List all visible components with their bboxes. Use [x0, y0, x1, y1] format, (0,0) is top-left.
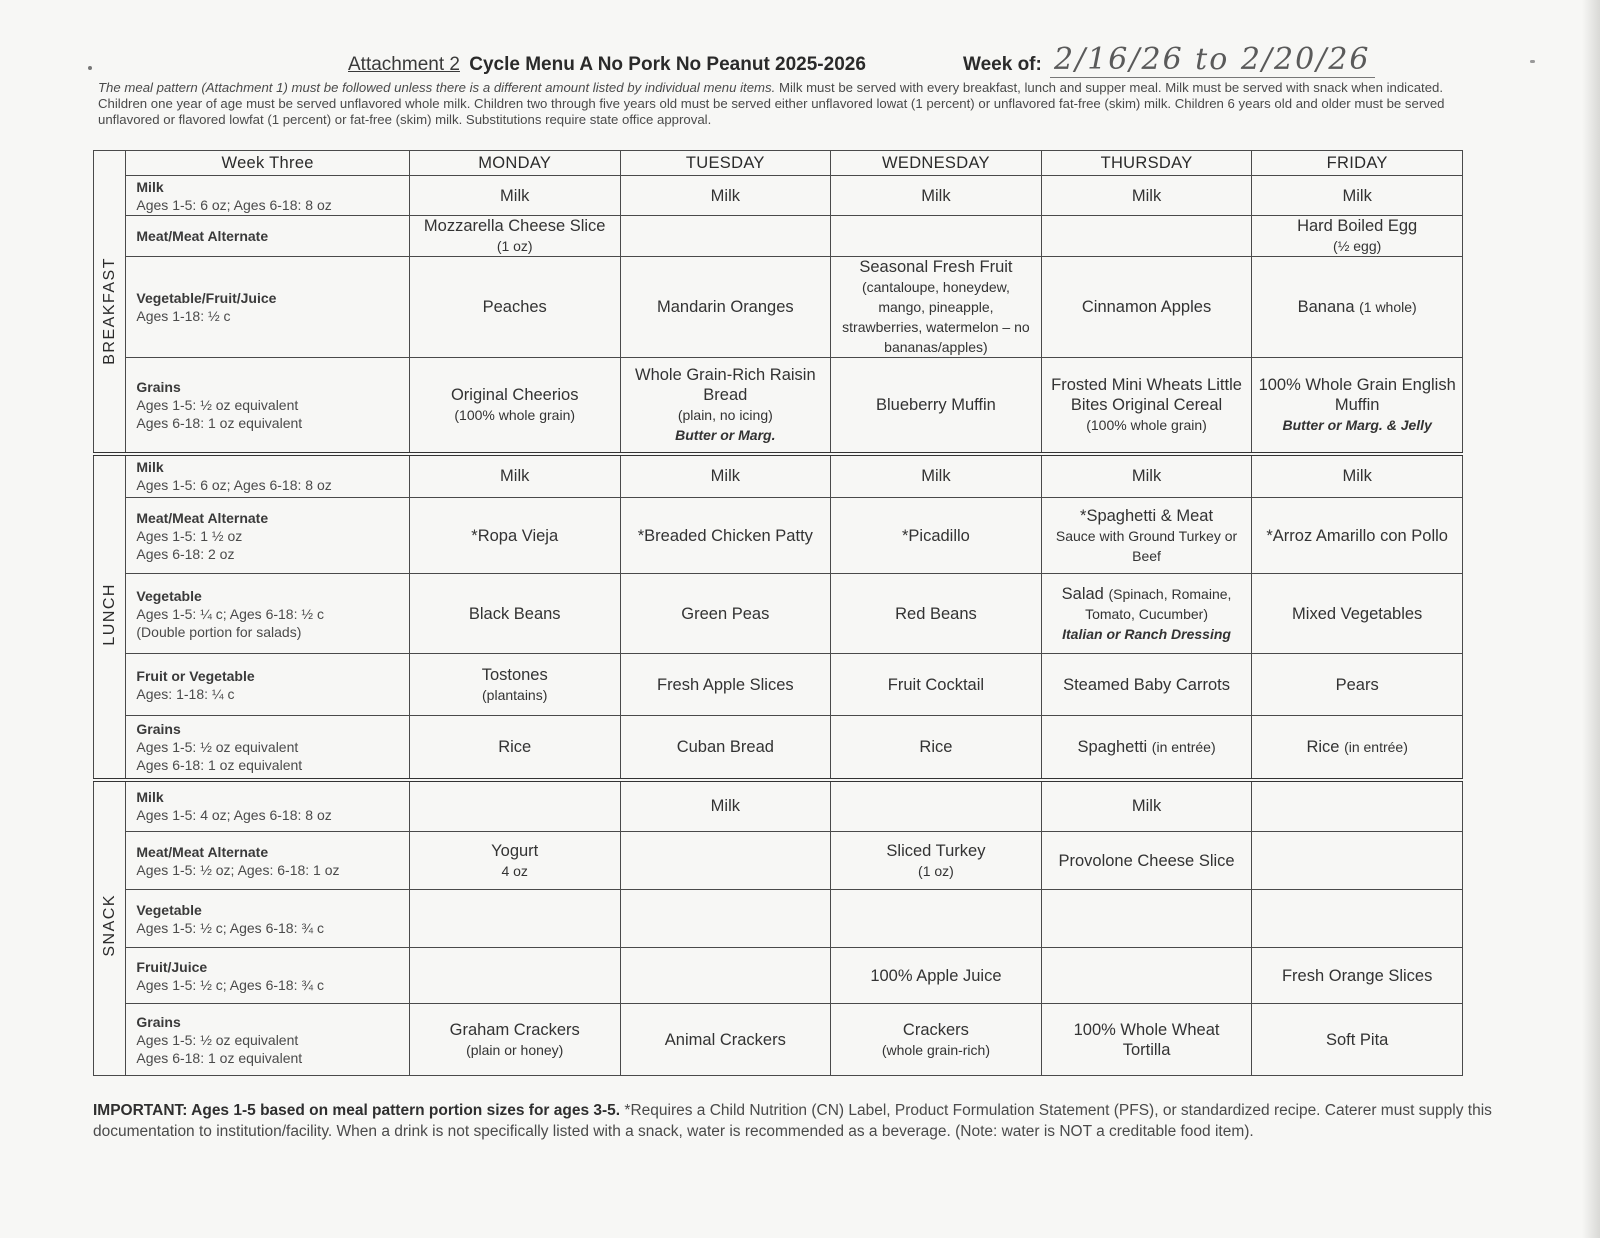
- page-edge-shadow: [1582, 0, 1600, 1238]
- menu-item: Rice: [409, 716, 620, 780]
- menu-item: 100% Whole Wheat Tortilla: [1041, 1004, 1252, 1076]
- requirement-cell: Meat/Meat Alternate Ages 1-5: ½ oz; Ages: 6-18: 1 oz: [126, 832, 410, 890]
- requirement-cell: Milk Ages 1-5: 4 oz; Ages 6-18: 8 oz: [126, 780, 410, 832]
- menu-item: Black Beans: [409, 574, 620, 654]
- menu-item: Milk: [1041, 780, 1252, 832]
- menu-item: Peaches: [409, 257, 620, 358]
- week-of-handwritten: 2/16/26 to 2/20/26: [1050, 42, 1375, 78]
- menu-item: Fresh Orange Slices: [1252, 948, 1463, 1004]
- menu-item: 100% Whole Grain English Muffin Butter or Marg. & Jelly: [1252, 358, 1463, 454]
- menu-item: Animal Crackers: [620, 1004, 831, 1076]
- requirement-cell: Grains Ages 1-5: ½ oz equivalent Ages 6-18: 1 oz equivalent: [126, 1004, 410, 1076]
- menu-table: [93, 150, 1463, 1076]
- table-row: [94, 780, 1463, 832]
- menu-item: Graham Crackers (plain or honey): [409, 1004, 620, 1076]
- section-lunch: LUNCH: [94, 454, 126, 780]
- menu-item-empty: [409, 780, 620, 832]
- menu-item-empty: [409, 948, 620, 1004]
- menu-item: Milk: [409, 176, 620, 216]
- menu-item: Soft Pita: [1252, 1004, 1463, 1076]
- table-row: [94, 358, 1463, 454]
- requirement-cell: Fruit/Juice Ages 1-5: ½ c; Ages 6-18: ¾ c: [126, 948, 410, 1004]
- menu-item: Milk: [831, 176, 1042, 216]
- day-header: THURSDAY: [1041, 151, 1252, 176]
- day-header: FRIDAY: [1252, 151, 1463, 176]
- menu-item: Blueberry Muffin: [831, 358, 1042, 454]
- footer-text: *Requires a Child Nutrition (CN) Label, Product Formulation Statement (PFS), or standardized recipe. Caterer must supply this documentation to institution/facility. When a drink is not specifically listed with a snack, water is recommended as a beverage. (Note: water is NOT a creditable food item).: [93, 1102, 1492, 1140]
- requirement-cell: Vegetable/Fruit/Juice Ages 1-18: ½ c: [126, 257, 410, 358]
- menu-item: *Spaghetti & Meat Sauce with Ground Turkey or Beef: [1041, 498, 1252, 574]
- requirement-cell: Meat/Meat Alternate: [126, 216, 410, 257]
- menu-item-empty: [1252, 780, 1463, 832]
- table-row: [94, 1004, 1463, 1076]
- footer-important: IMPORTANT: Ages 1-5 based on meal pattern portion sizes for ages 3-5.: [93, 1102, 621, 1119]
- menu-item-empty: [409, 890, 620, 948]
- menu-item-empty: [831, 890, 1042, 948]
- section-breakfast: BREAKFAST: [94, 176, 126, 454]
- menu-name: Cycle Menu A No Pork No Peanut 2025-2026: [469, 54, 866, 75]
- menu-item: Spaghetti (in entrée): [1041, 716, 1252, 780]
- menu-item: Steamed Baby Carrots: [1041, 654, 1252, 716]
- menu-item-empty: [1252, 890, 1463, 948]
- menu-item: *Ropa Vieja: [409, 498, 620, 574]
- table-row: [94, 654, 1463, 716]
- menu-item-empty: [831, 216, 1042, 257]
- menu-item: Seasonal Fresh Fruit (cantaloupe, honeydew, mango, pineapple, strawberries, watermelon – no bananas/apples): [831, 257, 1042, 358]
- table-row: [94, 832, 1463, 890]
- week-label: Week Three: [126, 151, 410, 176]
- menu-item-empty: [1041, 216, 1252, 257]
- menu-item: Red Beans: [831, 574, 1042, 654]
- footer-note: [93, 1100, 1493, 1142]
- menu-item: Fresh Apple Slices: [620, 654, 831, 716]
- week-of-label: Week of:: [963, 54, 1042, 75]
- table-row: [94, 257, 1463, 358]
- section-snack: SNACK: [94, 780, 126, 1076]
- menu-item: Salad (Spinach, Romaine, Tomato, Cucumber) Italian or Ranch Dressing: [1041, 574, 1252, 654]
- menu-item: Rice (in entrée): [1252, 716, 1463, 780]
- menu-item: Milk: [409, 454, 620, 498]
- menu-item: *Picadillo: [831, 498, 1042, 574]
- requirement-cell: Milk Ages 1-5: 6 oz; Ages 6-18: 8 oz: [126, 176, 410, 216]
- section-spacer: [94, 151, 126, 176]
- menu-item: Pears: [1252, 654, 1463, 716]
- day-header: TUESDAY: [620, 151, 831, 176]
- requirement-cell: Fruit or Vegetable Ages: 1-18: ¼ c: [126, 654, 410, 716]
- requirement-cell: Grains Ages 1-5: ½ oz equivalent Ages 6-18: 1 oz equivalent: [126, 358, 410, 454]
- menu-item-empty: [620, 890, 831, 948]
- menu-item: *Arroz Amarillo con Pollo: [1252, 498, 1463, 574]
- table-row: [94, 574, 1463, 654]
- table-row: [94, 948, 1463, 1004]
- requirement-cell: Meat/Meat Alternate Ages 1-5: 1 ½ oz Ages 6-18: 2 oz: [126, 498, 410, 574]
- menu-item: Banana (1 whole): [1252, 257, 1463, 358]
- intro-paragraph: [98, 80, 1488, 128]
- menu-item-empty: [620, 216, 831, 257]
- menu-item: Provolone Cheese Slice: [1041, 832, 1252, 890]
- menu-item: 100% Apple Juice: [831, 948, 1042, 1004]
- menu-item: Milk: [1252, 176, 1463, 216]
- menu-item: Milk: [620, 454, 831, 498]
- menu-item: Frosted Mini Wheats Little Bites Original Cereal (100% whole grain): [1041, 358, 1252, 454]
- menu-item: Cuban Bread: [620, 716, 831, 780]
- menu-item-empty: [620, 948, 831, 1004]
- menu-item-empty: [1041, 890, 1252, 948]
- menu-item-empty: [620, 832, 831, 890]
- menu-item: *Breaded Chicken Patty: [620, 498, 831, 574]
- menu-item: Fruit Cocktail: [831, 654, 1042, 716]
- table-row: [94, 176, 1463, 216]
- menu-item: Whole Grain-Rich Raisin Bread (plain, no icing) Butter or Marg.: [620, 358, 831, 454]
- menu-item: Cinnamon Apples: [1041, 257, 1252, 358]
- day-header: WEDNESDAY: [831, 151, 1042, 176]
- menu-item: Milk: [1041, 176, 1252, 216]
- table-row: [94, 454, 1463, 498]
- intro-text: Milk must be served with every breakfast, lunch and supper meal. Milk must be served with snack when indicated. Children one year of age must be served unflavored whole milk. Children two through five years old must be served either unflavored lowat (1 percent) or unflavored fat-free (skim) milk. Children 6 years old and older must be served unflavored or flavored lowfat (1 percent) or fat-free (skim) milk. Substitutions require state office approval.: [98, 80, 1445, 127]
- menu-item: Milk: [831, 454, 1042, 498]
- table-row: [94, 498, 1463, 574]
- day-header: MONDAY: [409, 151, 620, 176]
- menu-item: Mandarin Oranges: [620, 257, 831, 358]
- requirement-cell: Vegetable Ages 1-5: ½ c; Ages 6-18: ¾ c: [126, 890, 410, 948]
- menu-item: Rice: [831, 716, 1042, 780]
- menu-item: Hard Boiled Egg (½ egg): [1252, 216, 1463, 257]
- menu-item: Yogurt 4 oz: [409, 832, 620, 890]
- menu-item: Crackers (whole grain-rich): [831, 1004, 1042, 1076]
- intro-italic: The meal pattern (Attachment 1) must be followed unless there is a different amount listed by individual menu items.: [98, 80, 776, 95]
- requirement-cell: Vegetable Ages 1-5: ¼ c; Ages 6-18: ½ c (Double portion for salads): [126, 574, 410, 654]
- menu-item-empty: [1041, 948, 1252, 1004]
- menu-item: Milk: [1252, 454, 1463, 498]
- menu-item: Sliced Turkey (1 oz): [831, 832, 1042, 890]
- menu-item: Mozzarella Cheese Slice (1 oz): [409, 216, 620, 257]
- menu-item: Milk: [620, 780, 831, 832]
- menu-item: Milk: [1041, 454, 1252, 498]
- menu-item-empty: [831, 780, 1042, 832]
- requirement-cell: Milk Ages 1-5: 6 oz; Ages 6-18: 8 oz: [126, 454, 410, 498]
- document-title: [348, 54, 866, 76]
- table-row: [94, 716, 1463, 780]
- table-row: [94, 890, 1463, 948]
- menu-item: Green Peas: [620, 574, 831, 654]
- attachment-label: Attachment 2: [348, 54, 460, 75]
- menu-item: Mixed Vegetables: [1252, 574, 1463, 654]
- menu-item-empty: [1252, 832, 1463, 890]
- menu-item: Milk: [620, 176, 831, 216]
- menu-item: Tostones (plantains): [409, 654, 620, 716]
- table-row: [94, 216, 1463, 257]
- menu-item: Original Cheerios (100% whole grain): [409, 358, 620, 454]
- requirement-cell: Grains Ages 1-5: ½ oz equivalent Ages 6-18: 1 oz equivalent: [126, 716, 410, 780]
- punch-mark: [1530, 60, 1535, 63]
- table-header-row: [94, 151, 1463, 176]
